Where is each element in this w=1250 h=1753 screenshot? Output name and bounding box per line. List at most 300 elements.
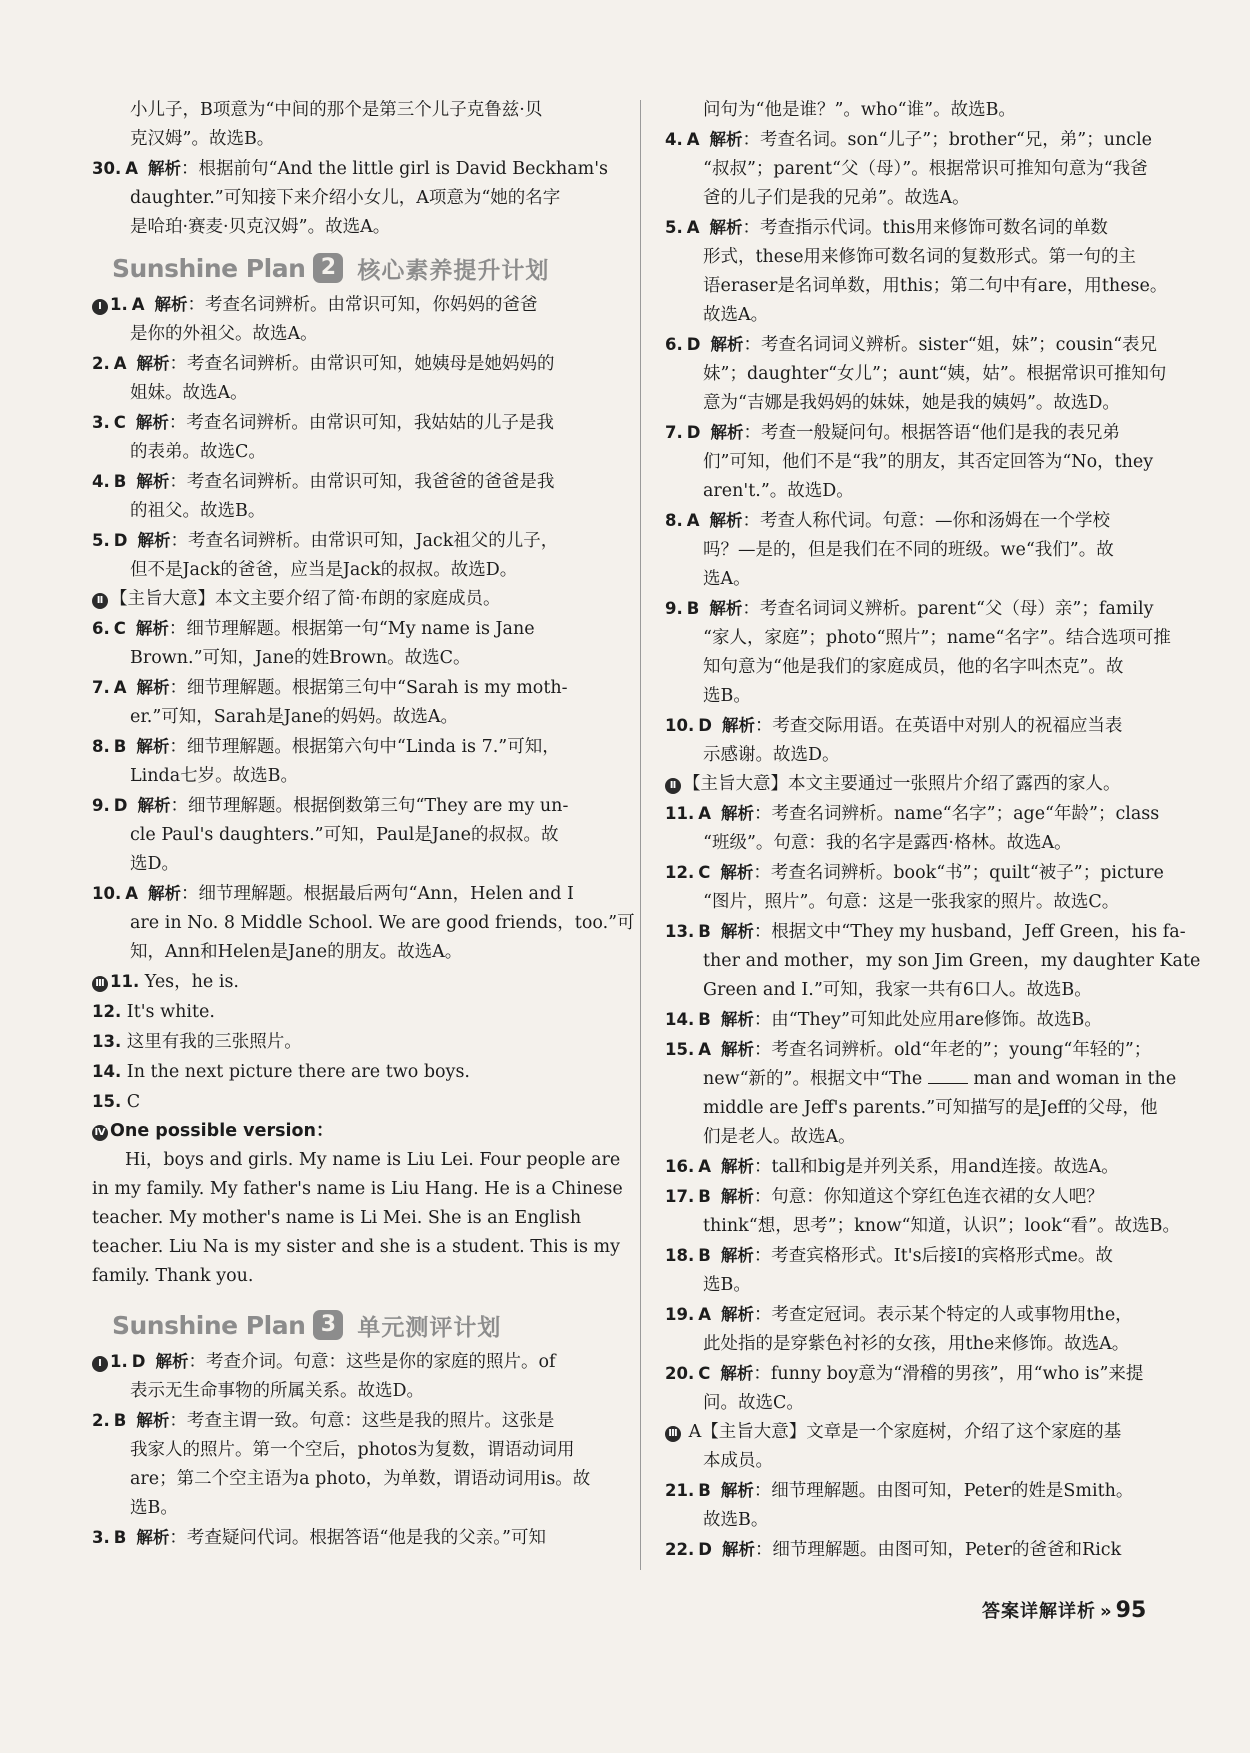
item-answer: A: [686, 130, 700, 149]
item-answer: A: [686, 218, 700, 237]
essay-line: family. Thank you.: [92, 1266, 254, 1286]
item-first-line: [92, 467, 622, 497]
item-first-line: [92, 1027, 622, 1057]
item-text: ：考查宾格形式。It's后接I的宾格形式me。故: [753, 1246, 1113, 1266]
plan-2-section-2: [92, 614, 635, 967]
item-text: ：细节理解题。由图可知，Peter的爸爸和Rick: [754, 1540, 1122, 1560]
item-answer: B: [113, 472, 127, 491]
item-first-line: [665, 1359, 1195, 1389]
main-idea: 【主旨大意】本文主要通过一张照片介绍了露西的家人。: [683, 774, 1121, 794]
section-marker: Ⅰ: [92, 1356, 108, 1372]
item-answer: B: [113, 1411, 127, 1430]
answer-item: [665, 1005, 1195, 1035]
item-answer: A: [125, 159, 139, 178]
answer-item: [92, 349, 622, 408]
item-text: are in No. 8 Middle School. We are good friends，too.”可: [130, 913, 635, 933]
item-text: ：考查名词辨析。book“书”；quilt“被子”；picture: [753, 863, 1164, 883]
item-answer: D: [113, 531, 128, 550]
item-text: ：考查指示代词。this用来修饰可数名词的单数: [742, 218, 1108, 238]
page-footer: [982, 1597, 1146, 1623]
item-text: ：funny boy意为“滑稽的男孩”，用“who is”来提: [753, 1364, 1144, 1384]
item-tag: 解析: [721, 716, 755, 735]
item-number: 19.: [665, 1305, 695, 1324]
item-answer: B: [113, 1528, 127, 1547]
item-first-line: [665, 1035, 1195, 1065]
item-answer: D: [698, 1540, 712, 1559]
item-tag: 解析: [721, 1157, 755, 1176]
essay-line: teacher. My mother's name is Li Mei. She is an English: [92, 1208, 582, 1228]
answer-item: [92, 1523, 622, 1553]
item-tag: 解析: [720, 1246, 754, 1265]
item-text: ：细节理解题。根据第一句“My name is Jane: [168, 619, 535, 639]
item-first-line: [92, 349, 622, 379]
item-tag: 解析: [148, 884, 182, 903]
answer-item: [665, 799, 1195, 858]
item-answer: D: [686, 423, 701, 442]
item-first-line: [92, 614, 622, 644]
plan-2-heading: [112, 248, 622, 288]
footer-label: 答案详解详析: [982, 1601, 1096, 1622]
item-number: 15.: [92, 1092, 122, 1111]
item-number: 30.: [92, 159, 122, 178]
answer-item: [665, 1152, 1195, 1182]
item-text: er.”可知，Sarah是Jane的妈妈。故选A。: [130, 707, 459, 727]
item-answer: A: [131, 295, 145, 314]
answer-item: [92, 1406, 622, 1523]
item-number: 2.: [92, 354, 110, 373]
item-first-line: [665, 1005, 1195, 1035]
answer-item: [92, 791, 622, 879]
item-first-line: [665, 858, 1195, 888]
item-tag: 解析: [721, 1540, 755, 1559]
answer-item: [92, 290, 622, 349]
item-text: 知，Ann和Helen是Jane的朋友。故选A。: [130, 942, 463, 962]
item-text: Linda七岁。故选B。: [130, 766, 298, 786]
item-number: 6.: [665, 335, 683, 354]
item-tag: 解析: [709, 599, 743, 618]
item-number: 11.: [110, 972, 140, 991]
item-answer: C: [698, 863, 711, 882]
answer-item: [665, 1300, 1195, 1359]
answer-item: [92, 1027, 622, 1057]
item-answer: B: [698, 1187, 711, 1206]
answer-item: [92, 967, 622, 997]
answer-item: [665, 711, 1195, 770]
item-number: 20.: [665, 1364, 695, 1383]
section-marker: Ⅲ: [665, 1426, 681, 1442]
answer-item: [92, 732, 622, 791]
item-number: 1.: [110, 295, 128, 314]
item-tag: 解析: [136, 737, 170, 756]
item-text: 示感谢。故选D。: [703, 745, 840, 765]
item-answer: B: [113, 737, 127, 756]
section-marker: Ⅱ: [665, 778, 681, 794]
item-number: 12.: [665, 863, 695, 882]
item-text: 形式，these用来修饰可数名词的复数形式。第一句的主: [703, 247, 1136, 267]
item-number: 11.: [665, 804, 695, 823]
item-first-line: [92, 408, 622, 438]
item-tag: 解析: [710, 423, 744, 442]
item-first-line: [665, 917, 1195, 947]
item-number: 3.: [92, 413, 110, 432]
item-answer: A: [698, 1157, 712, 1176]
section-marker: Ⅱ: [92, 593, 108, 609]
item-text: ：考查疑问代词。根据答语“他是我的父亲。”可知: [169, 1528, 546, 1548]
page-number: 95: [1115, 1598, 1147, 1623]
item-first-line: [92, 879, 622, 909]
item-text: 们是老人。故选A。: [703, 1127, 856, 1147]
item-answer: D: [113, 796, 128, 815]
item-answer: B: [686, 599, 700, 618]
item-first-line: [92, 997, 622, 1027]
essay-heading-line: [92, 1117, 622, 1146]
item-number: 8.: [665, 511, 683, 530]
plan-3-section-2: [665, 799, 1201, 1418]
item-number: 3.: [92, 1528, 110, 1547]
answer-item: [665, 917, 1201, 1005]
answer-item: [665, 1035, 1195, 1152]
item-tag: 解析: [136, 1528, 170, 1547]
section-marker: Ⅰ: [92, 299, 108, 315]
item-first-line: [665, 1152, 1195, 1182]
answer-item: [665, 1241, 1195, 1300]
answer-item: [92, 879, 635, 967]
item-first-line: [92, 1347, 622, 1377]
item-number: 8.: [92, 737, 110, 756]
answer-item: [92, 1347, 622, 1406]
item-number: 7.: [665, 423, 683, 442]
item-first-line: [665, 711, 1195, 741]
item-text: 是哈珀·赛麦·贝克汉姆”。故选A。: [130, 217, 391, 237]
item-text: 知句意为“他是我们的家庭成员，他的名字叫杰克”。故: [703, 657, 1124, 677]
plan-title: Sunshine Plan: [112, 1310, 306, 1340]
item-text: ：细节理解题。根据第六句中“Linda is 7.”可知，: [169, 737, 560, 757]
answer-item: [92, 997, 622, 1027]
item-tag: 解析: [721, 1305, 755, 1324]
item-first-line: [665, 418, 1195, 448]
item-answer: B: [698, 1246, 711, 1265]
item-first-line: [665, 506, 1195, 536]
item-text: C: [121, 1092, 141, 1112]
item-answer: B: [698, 1010, 711, 1029]
item-tag: 解析: [137, 531, 171, 550]
item-number: 12.: [92, 1002, 122, 1021]
item-text: 选B。: [130, 1498, 178, 1518]
plan-subtitle: 单元测评计划: [357, 1314, 502, 1341]
fill-blank: [928, 1069, 968, 1084]
item-text: 语eraser是名词单数，用this；第二句中有are，用these。: [703, 276, 1168, 296]
item-first-line: [92, 290, 622, 320]
plan-subtitle: 核心素养提升计划: [357, 257, 550, 284]
item-number: 15.: [665, 1040, 695, 1059]
item-first-line: [665, 125, 1195, 155]
item-tag: 解析: [710, 335, 744, 354]
item-first-line: [665, 1476, 1195, 1506]
item-text: 吗？—是的，但是我们在不同的班级。we“我们”。故: [703, 540, 1114, 560]
item-text: 但不是Jack的爸爸，应当是Jack的叔叔。故选D。: [130, 560, 518, 580]
item-number: 16.: [665, 1157, 695, 1176]
item-text: 选B。: [703, 686, 751, 706]
item-number: 10.: [92, 884, 122, 903]
item-text: middle are Jeff's parents.”可知描写的是Jeff的父母，他: [703, 1098, 1158, 1118]
item-text: ：根据前句“And the little girl is David Beckham's: [181, 159, 609, 179]
item-text: ：由“They”可知此处应用are修饰。故选B。: [753, 1010, 1102, 1030]
item-tag: 解析: [721, 1040, 755, 1059]
answer-item: [665, 418, 1195, 506]
item-number: 14.: [92, 1062, 122, 1081]
item-text: ：考查名词辨析。由常识可知，我姑姑的儿子是我: [168, 413, 554, 433]
item-first-line: [92, 673, 622, 703]
answer-item: [92, 467, 622, 526]
answer-item: [665, 125, 1195, 213]
item-text: ：细节理解题。根据倒数第三句“They are my un-: [170, 796, 569, 816]
item-tag: 解析: [136, 678, 170, 697]
item-answer: A: [113, 678, 127, 697]
item-text: new“新的”。根据文中“The: [703, 1069, 928, 1089]
item-answer: C: [113, 619, 126, 638]
item-tag: 解析: [709, 130, 743, 149]
item-text: ：句意：你知道这个穿红色连衣裙的女人吧？: [753, 1187, 1104, 1207]
item-number: 5.: [92, 531, 110, 550]
item-text: ：根据文中“They my husband，Jeff Green，his fa-: [753, 922, 1186, 942]
item-number: 10.: [665, 716, 695, 735]
item-first-line: [665, 1300, 1195, 1330]
item-text: man and woman in the: [967, 1069, 1177, 1089]
item-answer: C: [698, 1364, 711, 1383]
item-first-line: [92, 791, 622, 821]
item-text: ：考查名词辨析。由常识可知，我爸爸的爸爸是我: [169, 472, 555, 492]
item-text: Green and I.”可知，我家一共有6口人。故选B。: [703, 980, 1092, 1000]
right-column: [665, 96, 1201, 1565]
item-first-line: [92, 967, 622, 997]
item-text: 问。故选C。: [703, 1393, 804, 1413]
answer-item: [92, 408, 622, 467]
main-idea: 本成员。: [703, 1451, 773, 1471]
item-text: Brown.”可知，Jane的姓Brown。故选C。: [130, 648, 471, 668]
item-first-line: [92, 526, 622, 556]
plan-title: Sunshine Plan: [112, 253, 306, 283]
item-tag: 解析: [155, 1352, 189, 1371]
answer-item: [92, 673, 622, 732]
item-text: “班级”。句意：我的名字是露西·格林。故选A。: [703, 833, 1072, 853]
item-first-line: [665, 594, 1195, 624]
answer-item: [665, 1535, 1195, 1565]
essay-line: Hi，boys and girls. My name is Liu Lei. Four people are: [125, 1150, 621, 1170]
item-first-line: [665, 330, 1195, 360]
item-text: 的祖父。故选B。: [130, 501, 266, 521]
plan-number: 2: [313, 253, 343, 283]
item-answer: A: [125, 884, 139, 903]
item-first-line: [92, 1406, 622, 1436]
item-number: 4.: [92, 472, 110, 491]
plan-3-heading: [112, 1305, 622, 1345]
item-number: 9.: [665, 599, 683, 618]
item-answer: A: [698, 1305, 712, 1324]
item-text: 姐妹。故选A。: [130, 383, 248, 403]
item-tag: 解析: [720, 1364, 754, 1383]
item-number: 22.: [665, 1540, 695, 1559]
item-tag: 解析: [720, 922, 754, 941]
item-number: 1.: [110, 1352, 128, 1371]
item-text: ：考查名词词义辨析。parent“父（母）亲”；family: [742, 599, 1154, 619]
plan-3-section-1: [92, 1347, 622, 1553]
item-first-line: [665, 1241, 1195, 1271]
item-first-line: [92, 1523, 622, 1553]
essay-heading: One possible version：: [110, 1121, 334, 1141]
item-text: ：考查名词辨析。由常识可知，Jack祖父的儿子，: [170, 531, 559, 551]
column-divider: [640, 100, 641, 1570]
item-tag: 解析: [136, 1411, 170, 1430]
item-tag: 解析: [136, 472, 170, 491]
section-marker: Ⅲ: [92, 976, 108, 992]
item-text: 选B。: [703, 1275, 751, 1295]
item-text: “家人，家庭”；photo“照片”；name“名字”。结合选项可推: [703, 628, 1171, 648]
essay-line: teacher. Liu Na is my sister and she is a student. This is my: [92, 1237, 620, 1257]
item-answer: D: [131, 1352, 146, 1371]
item-number: 7.: [92, 678, 110, 697]
answer-item: [92, 526, 622, 585]
item-tag: 解析: [720, 863, 754, 882]
item-answer: B: [698, 922, 711, 941]
item-first-line: [92, 1087, 622, 1117]
item-text: ：考查名词辨析。由常识可知，你妈妈的爸爸: [187, 295, 538, 315]
item-number: 2.: [92, 1411, 110, 1430]
item-number: 21.: [665, 1481, 695, 1500]
essay-line: in my family. My father's name is Liu Hang. He is a Chinese: [92, 1179, 623, 1199]
main-idea: 【主旨大意】本文主要介绍了简·布朗的家庭成员。: [110, 589, 501, 609]
item-text: ：tall和big是并列关系，用and连接。故选A。: [754, 1157, 1119, 1177]
item-text: “叔叔”；parent“父（母）”。根据常识可推知句意为“我爸: [703, 159, 1148, 179]
item-tag: 解析: [721, 804, 755, 823]
item-text: cle Paul's daughters.”可知，Paul是Jane的叔叔。故: [130, 825, 559, 845]
item-first-line: [92, 732, 622, 762]
answer-item: [665, 213, 1195, 330]
item-text: ：考查名词辨析。old“年老的”；young“年轻的”；: [754, 1040, 1152, 1060]
item-number: 17.: [665, 1187, 695, 1206]
item-text: 表示无生命事物的所属关系。故选D。: [130, 1381, 425, 1401]
item-text: ：考查名词辨析。由常识可知，她姨母是她妈妈的: [169, 354, 555, 374]
item-tag: 解析: [135, 413, 169, 432]
item-text: ：考查定冠词。表示某个特定的人或事物用the，: [754, 1305, 1133, 1325]
item-first-line: [665, 213, 1195, 243]
item-first-line: [665, 1182, 1195, 1212]
continued-line: 小儿子，B项意为“中间的那个是第三个儿子克鲁兹·贝: [130, 100, 543, 120]
continued-line: 问句为“他是谁？”。who“谁”。故选B。: [703, 100, 1016, 120]
item-text: ：考查人称代词。句意：—你和汤姆在一个学校: [742, 511, 1111, 531]
item-text: ：考查名词词义辨析。sister“姐，妹”；cousin“表兄: [743, 335, 1158, 355]
item-text: 故选A。: [703, 305, 769, 325]
answer-item: [665, 1182, 1195, 1241]
item-text: 选D。: [130, 854, 180, 874]
item-first-line: [92, 1057, 622, 1087]
chevron-right-icon: »: [1100, 1601, 1112, 1622]
left-column: [92, 96, 635, 1553]
item-number: 14.: [665, 1010, 695, 1029]
item-text: 爸的儿子们是我的兄弟”。故选A。: [703, 188, 970, 208]
item-tag: 解析: [154, 295, 188, 314]
answer-item-30: [92, 154, 622, 242]
item-text: ther and mother，my son Jim Green，my daughter Kate: [703, 951, 1201, 971]
item-tag: 解析: [136, 354, 170, 373]
plan-2-section-1: [92, 290, 622, 585]
item-text: 意为“吉娜是我妈妈的妹妹，她是我的姨妈”。故选D。: [703, 393, 1120, 413]
item-answer: A: [698, 1040, 712, 1059]
plan-2-section-3: [92, 967, 622, 1117]
item-text: 我家人的照片。第一个空后，photos为复数，谓语动词用: [130, 1440, 575, 1460]
item-text: 选A。: [703, 569, 751, 589]
item-text: 们”可知，他们不是“我”的朋友，其否定回答为“No，they: [703, 452, 1154, 472]
item-text: think“想，思考”；know“知道，认识”；look“看”。故选B。: [703, 1216, 1180, 1236]
item-text: ：细节理解题。由图可知，Peter的姓是Smith。: [753, 1481, 1134, 1501]
item-answer: C: [113, 413, 126, 432]
main-idea-line: [92, 585, 622, 614]
item-number: 18.: [665, 1246, 695, 1265]
section-marker: Ⅳ: [92, 1125, 108, 1141]
item-answer: B: [698, 1481, 711, 1500]
item-answer: A: [698, 804, 712, 823]
item-text: are；第二个空主语为a photo，为单数，谓语动词用is。故: [130, 1469, 591, 1489]
item-text: ：考查名词辨析。name“名字”；age“年龄”；class: [754, 804, 1160, 824]
essay: [92, 1146, 622, 1291]
item-number: 13.: [665, 922, 695, 941]
item-first-line: [665, 799, 1195, 829]
item-text: 故选B。: [703, 1510, 769, 1530]
item-answer: D: [698, 716, 712, 735]
answer-item: [665, 1359, 1195, 1418]
item-text: daughter.”可知接下来介绍小女儿，A项意为“她的名字: [130, 188, 561, 208]
item-answer: A: [686, 511, 700, 530]
item-text: 的表弟。故选C。: [130, 442, 266, 462]
main-idea: A【主旨大意】文章是一个家庭树，介绍了这个家庭的基: [683, 1422, 1122, 1442]
item-text: 妹”；daughter“女儿”；aunt“姨，姑”。根据常识可推知句: [703, 364, 1167, 384]
answer-item: [92, 1057, 622, 1087]
item-answer: A: [113, 354, 127, 373]
answer-item: [665, 330, 1195, 418]
item-number: 5.: [665, 218, 683, 237]
item-text: ：考查主谓一致。句意：这些是我的照片。这张是: [169, 1411, 555, 1431]
item-tag: 解析: [148, 159, 182, 178]
plan-number: 3: [313, 1310, 343, 1340]
plan-3-section-1-cont: [665, 125, 1195, 770]
item-number: 4.: [665, 130, 683, 149]
item-tag: 解析: [720, 1010, 754, 1029]
item-number: 13.: [92, 1032, 122, 1051]
answer-item: [665, 594, 1195, 711]
answer-item: [665, 858, 1195, 917]
main-idea-line: [665, 1418, 1195, 1447]
item-tag: 解析: [135, 619, 169, 638]
item-text: ：考查交际用语。在英语中对别人的祝福应当表: [754, 716, 1123, 736]
answer-item: [665, 1476, 1195, 1535]
item-text: It's white.: [121, 1002, 215, 1022]
item-tag: 解析: [720, 1187, 754, 1206]
item-text: Yes，he is.: [139, 972, 239, 992]
item-text: ：考查介词。句意：这些是你的家庭的照片。of: [188, 1352, 556, 1372]
item-text: 是你的外祖父。故选A。: [130, 324, 318, 344]
answer-item: [92, 1087, 622, 1117]
main-idea-line: [665, 770, 1195, 799]
item-text: aren't.”。故选D。: [703, 481, 854, 501]
plan-3-section-3: [665, 1476, 1195, 1565]
item-number: 9.: [92, 796, 110, 815]
continued-line: 克汉姆”。故选B。: [130, 129, 275, 149]
item-answer: D: [686, 335, 701, 354]
item-text: ：考查一般疑问句。根据答语“他们是我的表兄弟: [743, 423, 1120, 443]
item-tag: 解析: [720, 1481, 754, 1500]
answer-item: [665, 506, 1195, 594]
item-tag: 解析: [709, 511, 743, 530]
answer-item: [92, 614, 622, 673]
